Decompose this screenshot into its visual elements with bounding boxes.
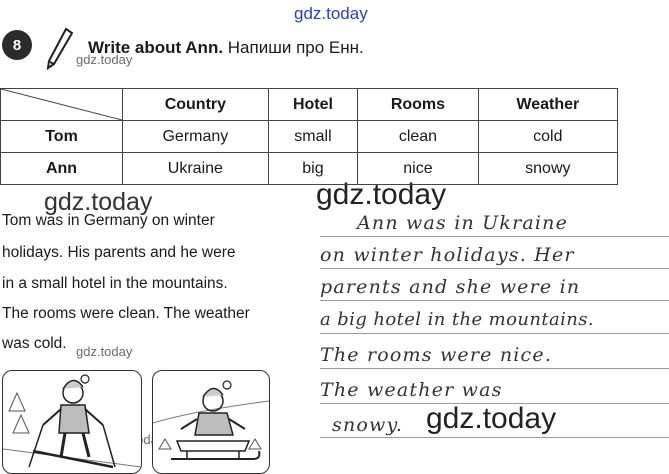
table-cell: nice — [358, 153, 479, 185]
writing-line — [320, 236, 669, 237]
paragraph-line: Tom was in Germany on winter — [2, 212, 215, 229]
diagonal-line — [1, 89, 122, 120]
table-cell: Ukraine — [123, 153, 269, 185]
watermark-small-2: gdz.today — [76, 344, 133, 359]
column-header-rooms: Rooms — [358, 89, 479, 121]
writing-line — [320, 437, 669, 438]
row-header-ann: Ann — [1, 153, 123, 185]
handwriting-line: a big hotel in the mountains. — [320, 309, 595, 330]
skier-illustration — [2, 370, 142, 474]
table-cell: clean — [358, 121, 479, 153]
table-cell: big — [268, 153, 357, 185]
handwriting-line: Ann was in Ukraine — [357, 212, 569, 234]
writing-line — [320, 333, 669, 334]
watermark-big-left: gdz.today — [44, 188, 153, 216]
handwriting-line: snowy. — [332, 414, 404, 436]
column-header-weather: Weather — [478, 89, 617, 121]
sledge-drawing — [153, 371, 269, 473]
table-row — [1, 153, 618, 185]
table-cell: snowy — [478, 153, 617, 185]
instruction-ukrainian: Напиши про Енн. — [227, 38, 364, 57]
writing-line — [320, 368, 669, 369]
sledge-illustration — [152, 370, 270, 474]
handwriting-line: parents and she were in — [320, 276, 581, 298]
watermark-big-1: gdz.today — [316, 178, 447, 211]
exercise-instruction — [88, 38, 364, 58]
watermark-top: gdz.today — [294, 4, 368, 23]
writing-line — [320, 403, 669, 404]
paragraph-line: in a small hotel in the mountains. — [2, 275, 228, 292]
writing-line — [320, 300, 669, 301]
paragraph-line: holidays. His parents and he were — [2, 244, 236, 261]
table-corner-cell — [1, 89, 123, 121]
comparison-table — [0, 88, 618, 185]
handwriting-line: The weather was — [320, 379, 503, 401]
table-row — [1, 121, 618, 153]
row-header-tom: Tom — [1, 121, 123, 153]
column-header-country: Country — [123, 89, 269, 121]
handwriting-line: on winter holidays. Her — [320, 244, 575, 266]
table-header-row — [1, 89, 618, 121]
handwriting-line: The rooms were nice. — [320, 344, 553, 366]
exercise-number-badge: 8 — [2, 30, 32, 60]
paragraph-line: was cold. — [2, 335, 67, 352]
paragraph-line: The rooms were clean. The weather — [2, 305, 250, 322]
watermark-big-2: gdz.today — [426, 402, 557, 435]
table-cell: cold — [478, 121, 617, 153]
pen-icon — [42, 26, 76, 72]
column-header-hotel: Hotel — [268, 89, 357, 121]
watermark-small-1: gdz.today — [76, 52, 133, 67]
table-cell: small — [268, 121, 357, 153]
instruction-english: Write about Ann. — [88, 38, 224, 57]
table-cell: Germany — [123, 121, 269, 153]
writing-line — [320, 268, 669, 269]
skier-drawing — [3, 371, 141, 473]
